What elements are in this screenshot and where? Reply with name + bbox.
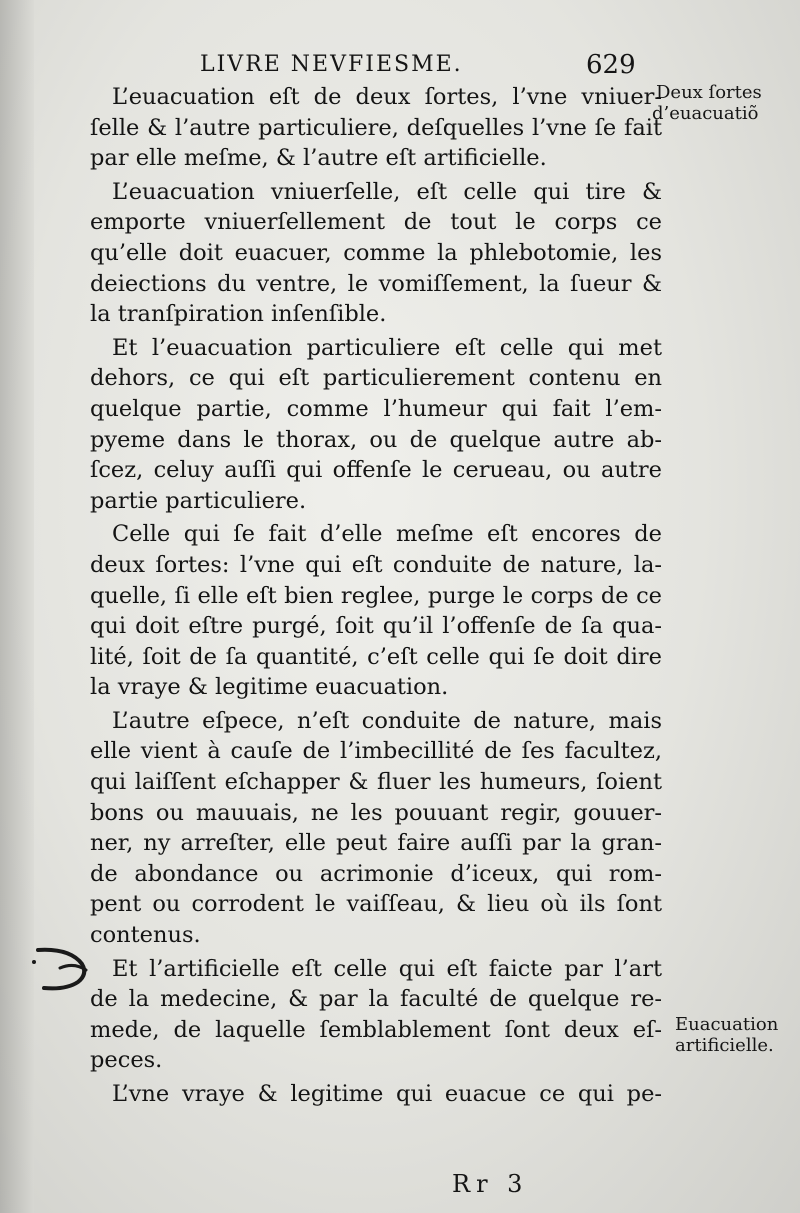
text-line: la tranſpiration inſenſible. — [90, 301, 387, 328]
text-line: qui doit eſtre purgé, ſoit qu’il l’offenſe de ſa qua- — [90, 613, 662, 640]
text-line: quelque partie, comme l’humeur qui fait l’em- — [90, 395, 662, 422]
text-line: Et l’artificielle eſt celle qui eſt faicte par l’art — [112, 955, 662, 982]
page-gutter-shadow — [0, 0, 34, 1213]
text-line: deux ſortes: l’vne qui eſt conduite de nature, la- — [90, 551, 662, 578]
text-line: contenus. — [90, 922, 201, 949]
text-line: qu’elle doit euacuer, comme la phlebotomie, les — [90, 239, 662, 266]
signature-mark: Rr 3 — [452, 1170, 529, 1198]
running-head: LIVRE NEVFIESME. — [200, 52, 463, 77]
handwritten-bracket-mark — [30, 940, 94, 1001]
text-line: bons ou mauuais, ne les pouuant regir, gouuer- — [90, 799, 662, 826]
text-line: elle vient à cauſe de l’imbecillité de ſes facultez, — [90, 738, 662, 765]
margin-note-line: d’euacuatiõ — [652, 103, 759, 124]
text-line: L’vne vraye & legitime qui euacue ce qui pe- — [112, 1081, 662, 1107]
text-line: L’euacuation vniuerſelle, eſt celle qui tire & — [112, 178, 662, 205]
margin-note-evacuation-kinds — [652, 82, 762, 124]
text-line: par elle meſme, & l’autre eſt artificielle. — [90, 145, 547, 172]
text-line: de la medecine, & par la faculté de quelque re- — [90, 986, 662, 1013]
text-line: lité, ſoit de ſa quantité, c’eſt celle qui ſe doit dire — [90, 643, 662, 670]
text-line: partie particuliere. — [90, 487, 307, 514]
margin-note-line: Deux ſortes — [656, 82, 762, 103]
text-line: quelle, ſi elle eſt bien reglee, purge le corps de ce — [90, 582, 662, 609]
text-line: L’euacuation eſt de deux ſortes, l’vne vniuer- — [112, 84, 662, 110]
margin-note-line: Euacuation — [675, 1014, 779, 1035]
margin-note-artificial-evacuation — [675, 1014, 778, 1056]
text-line: pyeme dans le thorax, ou de quelque autre ab- — [90, 426, 662, 453]
text-line: Celle qui ſe fait d’elle meſme eſt encores de — [112, 521, 662, 548]
text-line: emporte vniuerſellement de tout le corps ce — [90, 209, 662, 236]
text-line: la vraye & legitime euacuation. — [90, 674, 449, 701]
text-line: L’autre eſpece, n’eſt conduite de nature, mais — [112, 707, 662, 734]
text-line: deiections du ventre, le vomiſſement, la ſueur & — [90, 270, 662, 297]
text-line: de abondance ou acrimonie d’iceux, qui rom- — [90, 860, 662, 887]
text-line: qui laiſſent eſchapper & fluer les humeurs, ſoient — [90, 769, 662, 796]
text-line: pent ou corrodent le vaiſſeau, & lieu où ils ſont — [90, 891, 662, 918]
body-text — [90, 82, 662, 1110]
text-line: mede, de laquelle ſemblablement ſont deux eſ- — [90, 1016, 662, 1043]
margin-note-line: artificielle. — [675, 1035, 774, 1056]
page-number: 629 — [586, 50, 636, 80]
text-line: ner, ny arreſter, elle peut faire auſſi par la gran- — [90, 830, 662, 857]
text-line: Et l’euacuation particuliere eſt celle qui met — [112, 334, 662, 361]
text-line: ſelle & l’autre particuliere, deſquelles l’vne ſe fait — [90, 114, 662, 141]
text-line: ſcez, celuy auſſi qui offenſe le cerueau, ou autre — [90, 457, 662, 484]
text-line: dehors, ce qui eſt particulierement contenu en — [90, 365, 662, 392]
text-line: peces. — [90, 1047, 163, 1074]
